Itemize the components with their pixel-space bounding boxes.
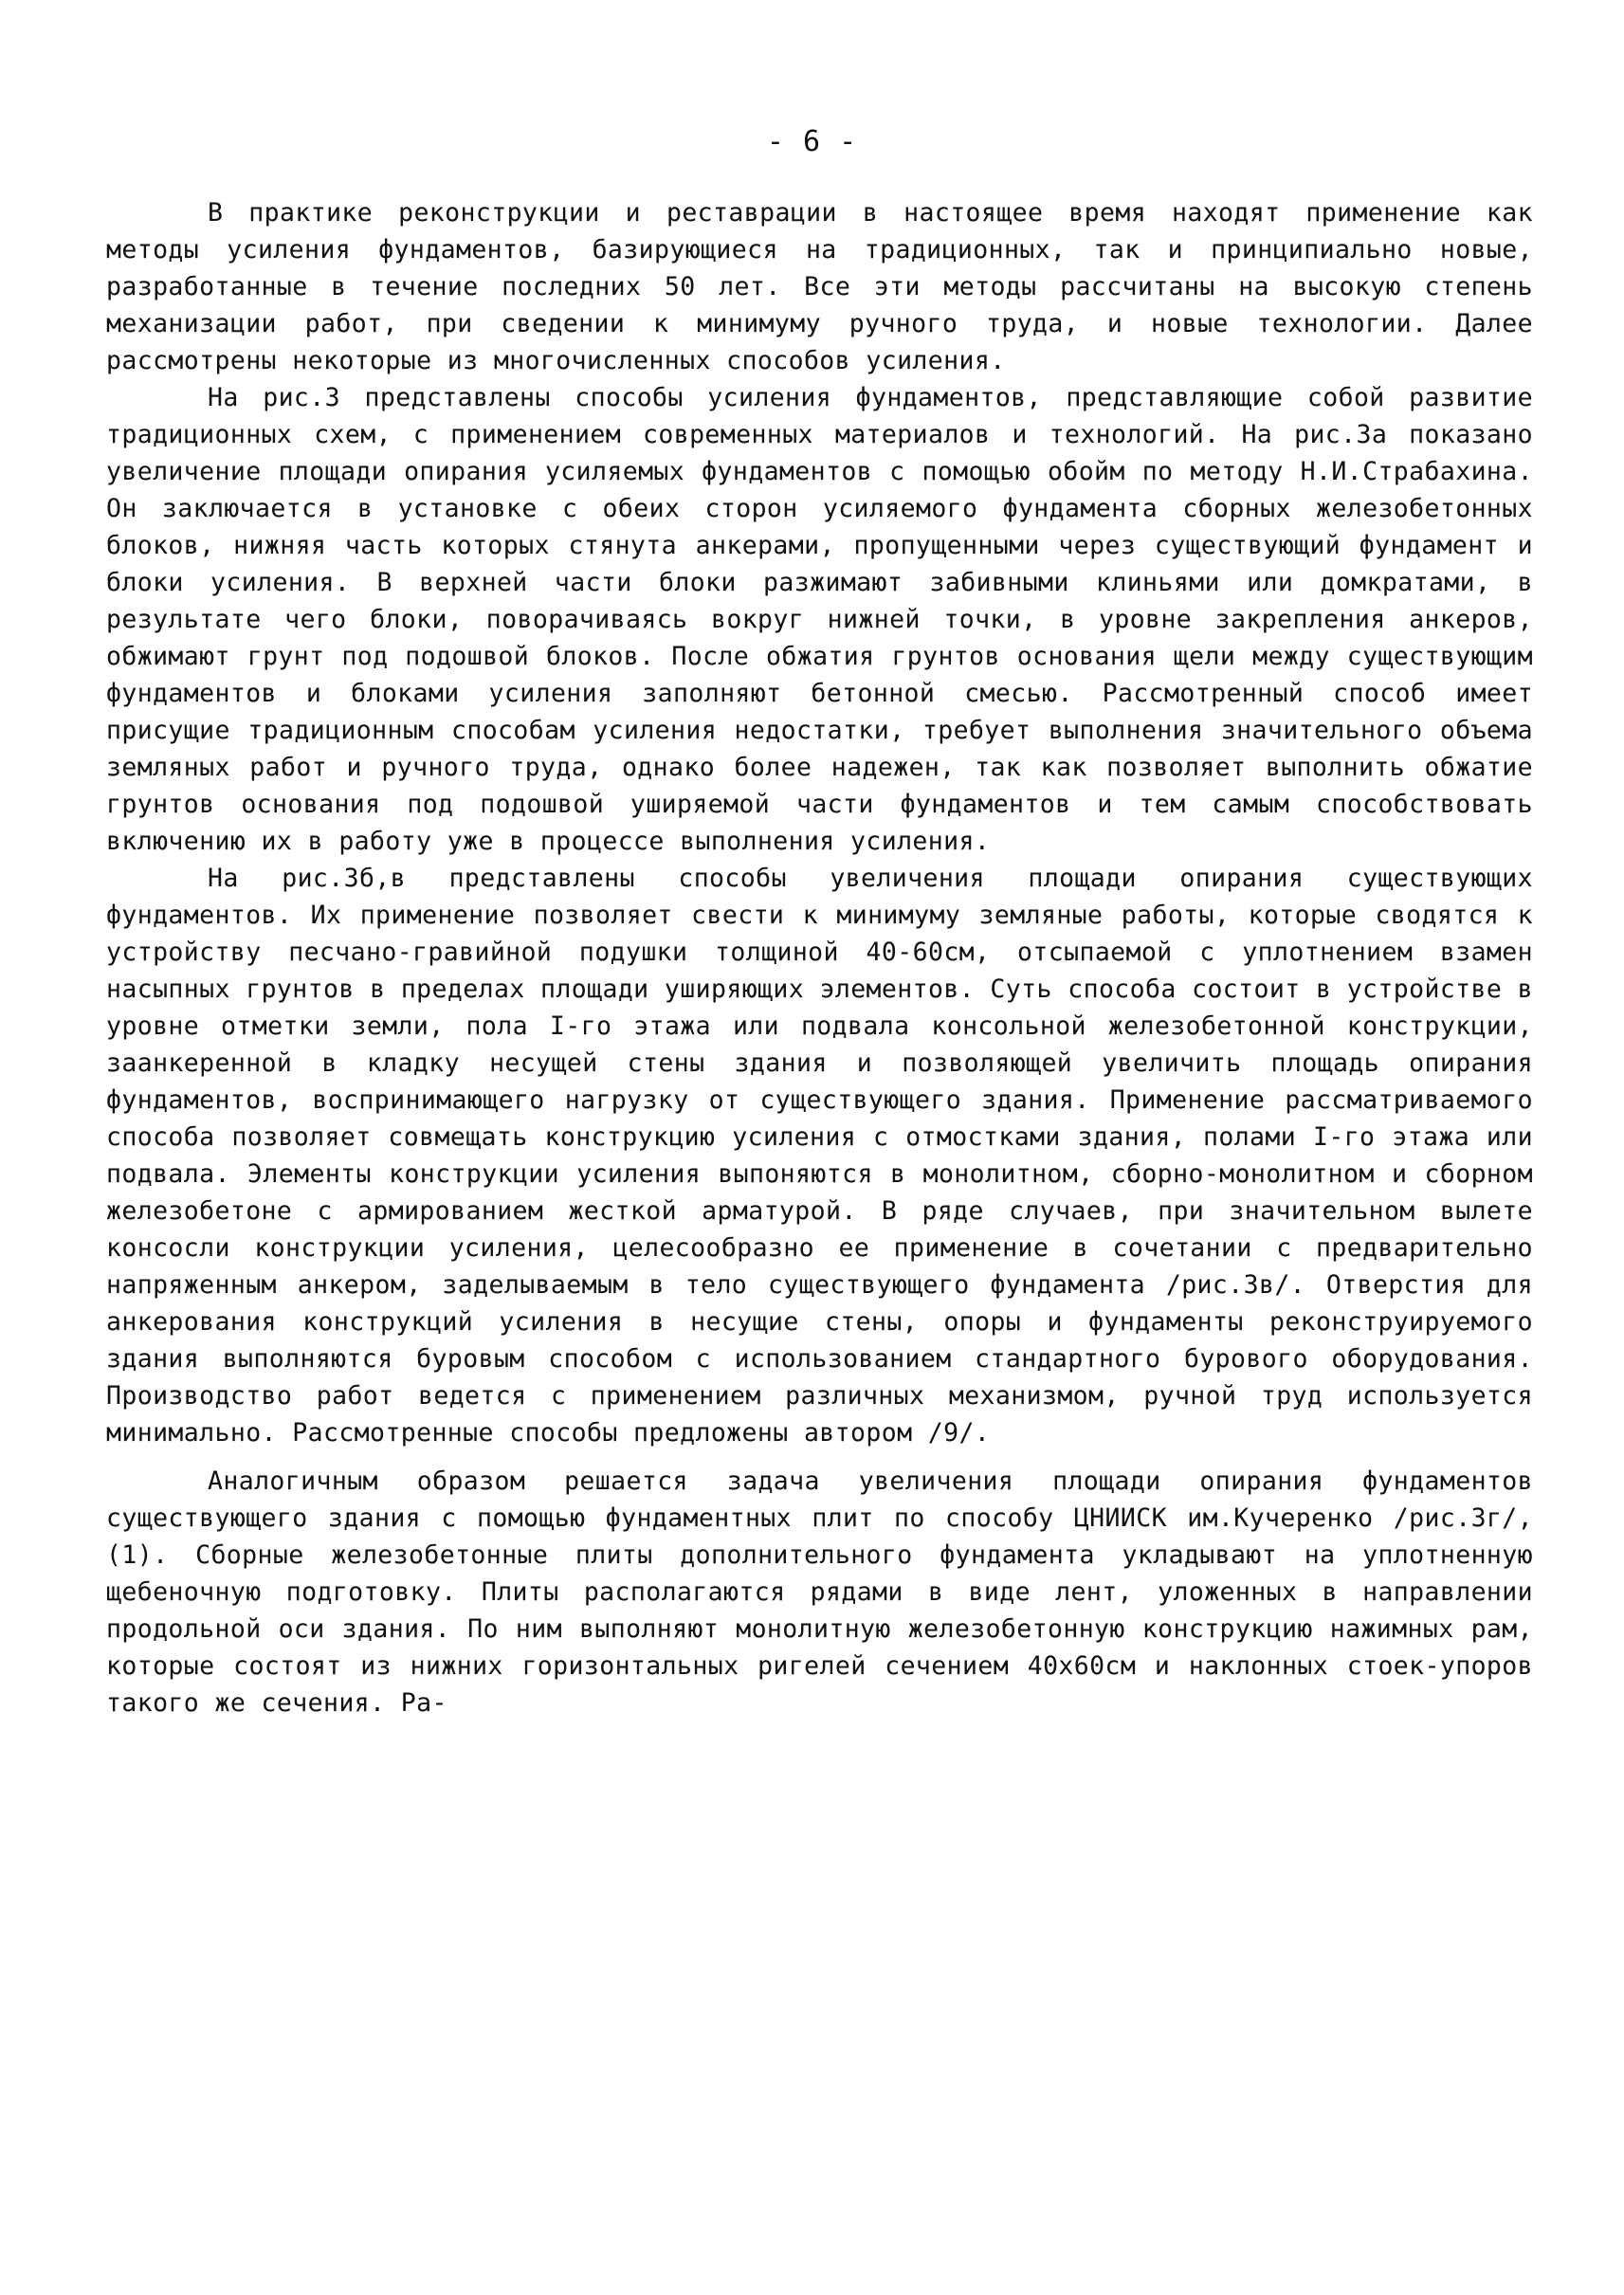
- paragraph-fig3g: Аналогичным образом решается задача увеличения площади опирания фундаментов существующего здания с помощью фундаментных плит по способу ЦНИИСК им.Кучеренко /рис.3г/,(1). Сборные железобетонные плиты дополнительного фундамента укладывают на уплотненную щебеночную подготовку. Плиты располагаются рядами в виде лент, уложенных в направлении продольной оси здания. По ним выполняют монолитную железобетонную конструкцию нажимных рам, которые состоят из нижних горизонтальных ригелей сечением 40х60см и наклонных стоек-упоров такого же сечения. Ра-: [106, 1466, 1533, 1718]
- paragraph-intro: В практике реконструкции и реставрации в настоящее время находят применение как методы усиления фундаментов, базирующиеся на традиционных, так и принципиально новые, разработанные в течение последних 50 лет. Все эти методы рассчитаны на высокую степень механизации работ, при сведении к минимуму ручного труда, и новые технологии. Далее рассмотрены некоторые из многочисленных способов усиления.: [106, 198, 1533, 375]
- page-number: - 6 -: [766, 125, 858, 158]
- paragraph-fig3a: На рис.3 представлены способы усиления фундаментов, представляющие собой развитие традиционных схем, с применением современных материалов и технологий. На рис.3а показано увеличение площади опирания усиляемых фундаментов с помощью обойм по методу Н.И.Страбахина. Он заключается в установке с обеих сторон усиляемого фундамента сборных железобетонных блоков, нижняя часть которых стянута анкерами, пропущенными через существующий фундамент и блоки усиления. В верхней части блоки разжимают забивными клиньями или домкратами, в результате чего блоки, поворачиваясь вокруг нижней точки, в уровне закрепления анкеров, обжимают грунт под подошвой блоков. После обжатия грунтов основания щели между существующим фундаментов и блоками усиления заполняют бетонной смесью. Рассмотренный способ имеет присущие традиционным способам усиления недостатки, требует выполнения значительного объема земляных работ и ручного труда, однако более надежен, так как позволяет выполнить обжатие грунтов основания под подошвой уширяемой части фундаментов и тем самым способствовать включению их в работу уже в процессе выполнения усиления.: [106, 383, 1533, 856]
- paragraph-fig3b: На рис.3б,в представлены способы увеличения площади опирания существующих фундаментов. Их применение позволяет свести к минимуму земляные работы, которые сводятся к устройству песчано-гравийной подушки толщиной 40-60см, отсыпаемой с уплотнением взамен насыпных грунтов в пределах площади уширяющих элементов. Суть способа состоит в устройстве в уровне отметки земли, пола I-го этажа или подвала консольной железобетонной конструкции, заанкеренной в кладку несущей стены здания и позволяющей увеличить площадь опирания фундаментов, воспринимающего нагрузку от существующего здания. Применение рассматриваемого способа позволяет совмещать конструкцию усиления с отмостками здания, полами I-го этажа или подвала. Элементы конструкции усиления выпоняются в монолитном, сборно-монолитном и сборном железобетоне с армированием жесткой арматурой. В ряде случаев, при значительном вылете консосли конструкции усиления, целесообразно ее применение в сочетании с предварительно напряженным анкером, заделываемым в тело существующего фундамента /рис.3в/. Отверстия для анкерования конструкций усиления в несущие стены, опоры и фундаменты реконструируемого здания выполняются буровым способом с использованием стандартного бурового оборудования. Производство работ ведется с применением различных механизмом, ручной труд используется минимально. Рассмотренные способы предложены автором /9/.: [106, 864, 1533, 1448]
- body-text: [106, 194, 1533, 1721]
